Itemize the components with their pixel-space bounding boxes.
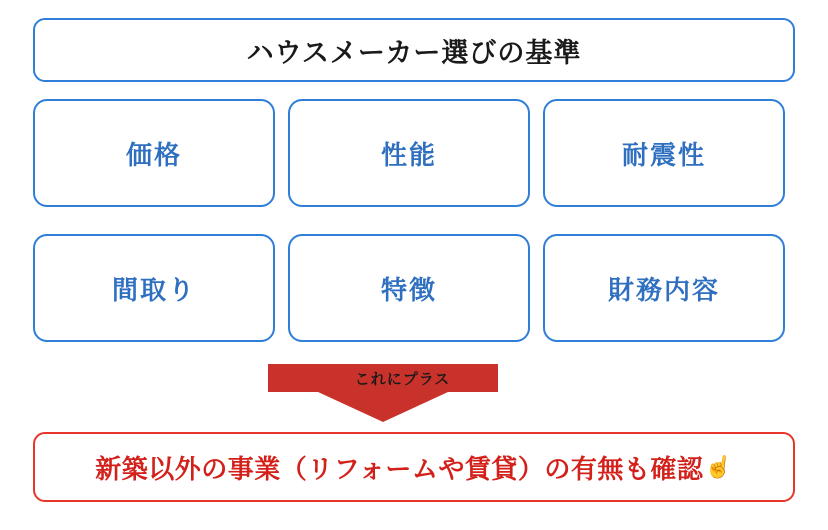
callout-text: 新築以外の事業（リフォームや賃貸）の有無も確認 — [95, 453, 704, 484]
criteria-label: 価格 — [125, 139, 182, 170]
criteria-label: 特徴 — [380, 274, 437, 305]
criteria-card-features — [288, 234, 530, 342]
arrow-caption: これにプラス — [354, 371, 451, 388]
criteria-label: 間取り — [111, 274, 196, 305]
pointing-hand-icon: ☝ — [703, 452, 735, 481]
criteria-card-financials — [543, 234, 785, 342]
criteria-card-performance — [288, 99, 530, 207]
criteria-card-earthquake-resistance — [543, 99, 785, 207]
criteria-card-floor-plan — [33, 234, 275, 342]
criteria-label: 耐震性 — [621, 139, 706, 170]
criteria-label: 性能 — [380, 139, 437, 170]
criteria-grid — [33, 99, 795, 345]
criteria-card-price — [33, 99, 275, 207]
title-box — [33, 18, 795, 82]
callout-box — [33, 432, 795, 502]
page-title: ハウスメーカー選びの基準 — [246, 37, 582, 68]
down-arrow-group — [268, 362, 498, 424]
criteria-label: 財務内容 — [607, 274, 720, 305]
